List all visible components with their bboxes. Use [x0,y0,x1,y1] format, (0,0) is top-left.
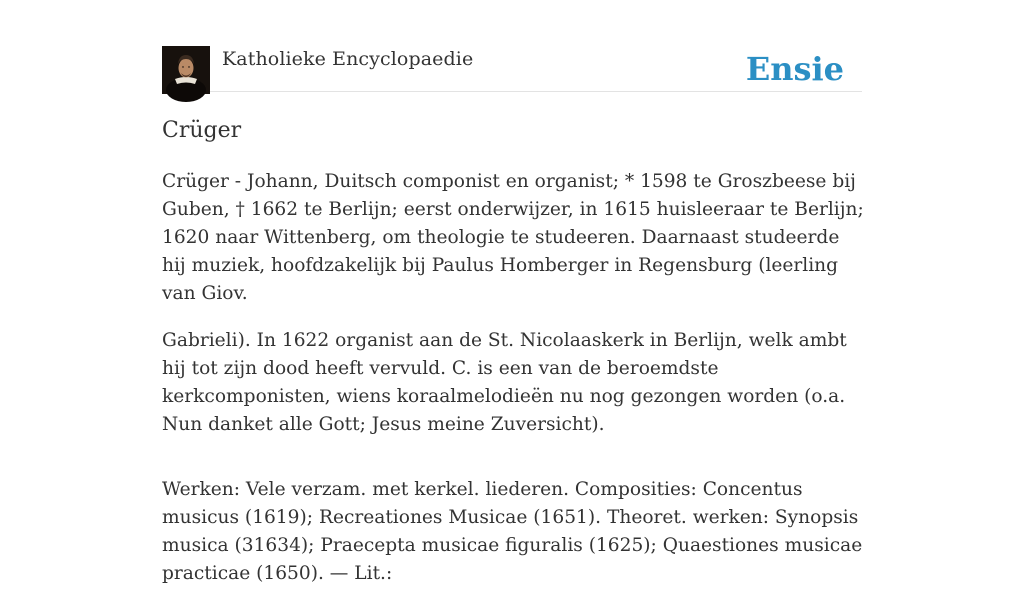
article-paragraph: Crüger - Johann, Duitsch componist en organist; * 1598 te Groszbeese bij Guben, † 1662 te Berlijn; eerst onderwijzer, in 1615 huisleeraar te Berlijn; 1620 naar Wittenberg, om theologie te studeeren. Daarnaast studeerde hij muziek, hoofdzakelijk bij Paulus Homberger in Regensburg (leerling van Giov. [162,171,864,304]
encyclopedia-avatar[interactable] [162,46,210,94]
article-body [162,168,867,607]
encyclopedia-name[interactable]: Katholieke Encyclopaedie [222,48,474,70]
portrait-avatar-icon [162,46,210,94]
article-paragraph: Gabrieli). In 1622 organist aan de St. Nicolaaskerk in Berlijn, welk ambt hij tot zijn dood heeft vervuld. C. is een van de beroemdste kerkcomponisten, wiens koraalmelodieën nu nog gezongen worden (o.a. Nun danket alle Gott; Jesus meine Zuversicht). [162,330,847,435]
article-paragraph: Werken: Vele verzam. met kerkel. liederen. Composities: Concentus musicus (1619); Recreationes Musicae (1651). Theoret. werken: Synopsis musica (31634); Praecepta musicae figuralis (1625); Quaestiones musicae practicae (1650). — Lit.: [162,479,863,584]
ensie-logo[interactable]: Ensie [745,50,844,88]
article-title: Crüger [162,118,242,143]
site-header [162,45,862,92]
